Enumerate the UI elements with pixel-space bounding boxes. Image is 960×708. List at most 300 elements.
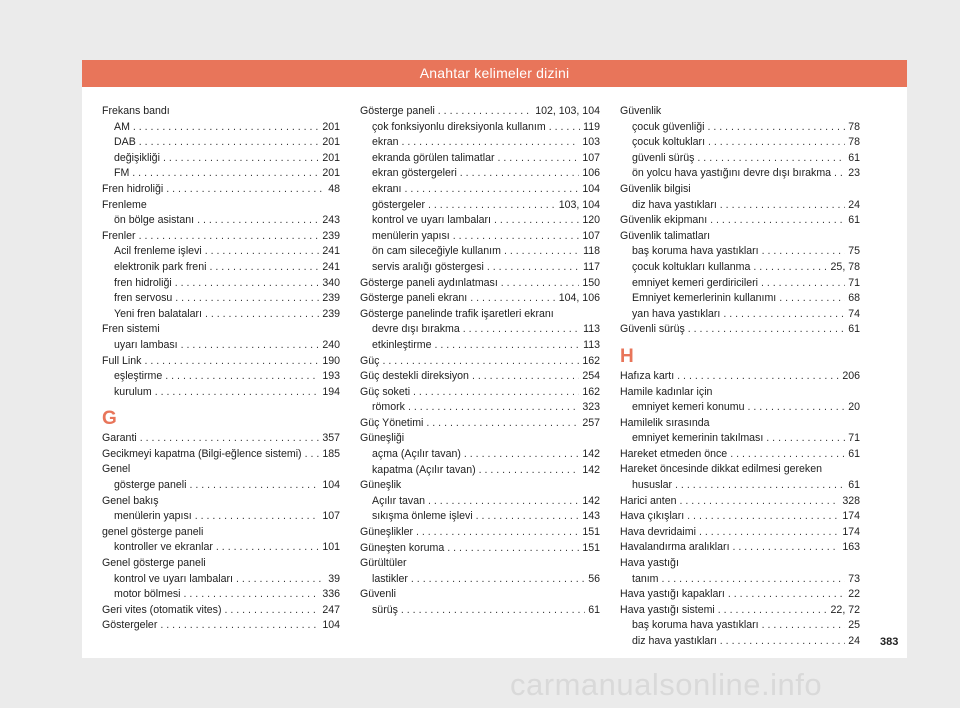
index-entry xyxy=(620,509,860,525)
entry-term: Gösterge paneli aydınlatması xyxy=(360,276,498,289)
entry-page-ref: 39 xyxy=(328,572,340,585)
dot-leader xyxy=(181,338,320,354)
entry-page-ref: 104 xyxy=(322,479,340,492)
entry-page-ref: 75 xyxy=(848,245,860,258)
index-subentry xyxy=(102,307,340,323)
entry-term: ekran göstergeleri xyxy=(372,167,457,180)
entry-term: AM xyxy=(114,120,130,133)
dot-leader xyxy=(305,447,320,463)
entry-page-ref: 25 xyxy=(848,619,860,632)
entry-term: ön yolcu hava yastığını devre dışı bırakma xyxy=(632,167,832,180)
index-entry xyxy=(102,182,340,198)
entry-term: ekranda görülen talimatlar xyxy=(372,151,495,164)
index-subentry xyxy=(620,166,860,182)
dot-leader xyxy=(766,431,845,447)
dot-leader xyxy=(662,572,846,588)
entry-page-ref: 257 xyxy=(582,416,600,429)
dot-leader xyxy=(494,213,579,229)
index-subentry xyxy=(620,400,860,416)
entry-page-ref: 78 xyxy=(848,120,860,133)
entry-page-ref: 71 xyxy=(848,276,860,289)
index-entry xyxy=(360,307,600,323)
index-subentry xyxy=(620,634,860,650)
index-entry xyxy=(620,369,860,385)
index-entry xyxy=(102,229,340,245)
entry-page-ref: 142 xyxy=(582,463,600,476)
index-entry xyxy=(620,213,860,229)
entry-term: ön cam sileceğiyle kullanım xyxy=(372,245,501,258)
entry-page-ref: 357 xyxy=(322,432,340,445)
index-subentry xyxy=(102,509,340,525)
dot-leader xyxy=(428,494,579,510)
entry-page-ref: 102, 103, 104 xyxy=(535,105,600,117)
index-subentry xyxy=(360,463,600,479)
dot-leader xyxy=(487,260,580,276)
entry-term: Açılır tavan xyxy=(372,494,425,507)
dot-leader xyxy=(464,447,579,463)
entry-page-ref: 162 xyxy=(582,354,600,367)
dot-leader xyxy=(680,494,840,510)
dot-leader xyxy=(728,587,845,603)
entry-page-ref: 239 xyxy=(322,292,340,305)
index-subentry xyxy=(102,260,340,276)
entry-term: çocuk güvenliği xyxy=(632,120,705,133)
entry-page-ref: 151 xyxy=(582,541,600,554)
entry-page-ref: 104 xyxy=(582,182,600,195)
index-entry xyxy=(360,354,600,370)
index-subentry xyxy=(360,603,600,619)
dot-leader xyxy=(720,198,845,214)
dot-leader xyxy=(428,198,556,214)
page-number: 383 xyxy=(880,636,899,648)
entry-term: gösterge paneli xyxy=(114,479,187,492)
entry-term: genel gösterge paneli xyxy=(102,525,204,538)
index-entry xyxy=(102,556,340,572)
entry-page-ref: 56 xyxy=(588,572,600,585)
entry-term: baş koruma hava yastıkları xyxy=(632,245,759,258)
entry-term: Gecikmeyi kapatma (Bilgi-eğlence sistemi) xyxy=(102,447,302,460)
entry-term: Güç soketi xyxy=(360,385,411,398)
dot-leader xyxy=(463,322,580,338)
index-subentry xyxy=(360,400,600,416)
index-column-2 xyxy=(360,104,600,619)
entry-page-ref: 103, 104 xyxy=(558,198,600,211)
index-subentry xyxy=(620,618,860,634)
entry-term: Acil frenleme işlevi xyxy=(114,245,202,258)
dot-leader xyxy=(189,478,319,494)
entry-term: emniyet kemeri konumu xyxy=(632,401,745,414)
index-subentry xyxy=(620,260,860,276)
index-subentry xyxy=(102,291,340,307)
entry-page-ref: 113 xyxy=(583,323,600,336)
entry-term: Emniyet kemerlerinin kullanımı xyxy=(632,292,777,305)
entry-term: Genel gösterge paneli xyxy=(102,557,206,570)
index-entry xyxy=(360,478,600,494)
dot-leader xyxy=(184,587,320,603)
dot-leader xyxy=(699,525,839,541)
entry-page-ref: 25, 78 xyxy=(830,260,860,273)
index-subentry xyxy=(360,151,600,167)
index-subentry xyxy=(360,120,600,136)
index-subentry xyxy=(360,572,600,588)
index-entry xyxy=(102,431,340,447)
index-subentry xyxy=(620,276,860,292)
entry-page-ref: 61 xyxy=(588,604,600,616)
entry-page-ref: 117 xyxy=(583,260,600,273)
entry-term: eşleştirme xyxy=(114,370,163,383)
entry-term: Geri vites (otomatik vites) xyxy=(102,603,222,616)
entry-term: yan hava yastıkları xyxy=(632,307,721,320)
entry-page-ref: 24 xyxy=(848,635,860,647)
dot-leader xyxy=(402,135,580,151)
dot-leader xyxy=(733,540,840,556)
index-subentry xyxy=(102,572,340,588)
index-entry xyxy=(360,385,600,401)
entry-page-ref: 22 xyxy=(848,588,860,601)
entry-term: kurulum xyxy=(114,385,152,398)
entry-term: baş koruma hava yastıkları xyxy=(632,619,759,632)
index-entry xyxy=(360,291,600,307)
entry-page-ref: 150 xyxy=(582,276,600,289)
entry-term: Güç destekli direksiyon xyxy=(360,370,469,383)
dot-leader xyxy=(675,478,845,494)
entry-page-ref: 74 xyxy=(848,307,860,320)
entry-page-ref: 61 xyxy=(848,323,860,336)
dot-leader xyxy=(216,540,319,556)
index-entry xyxy=(620,447,860,463)
entry-page-ref: 328 xyxy=(842,494,860,507)
entry-term: Güvenlik xyxy=(620,105,662,117)
index-entry xyxy=(360,556,600,572)
entry-page-ref: 107 xyxy=(322,510,340,523)
entry-term: uyarı lambası xyxy=(114,338,178,351)
entry-page-ref: 163 xyxy=(842,541,860,554)
index-entry xyxy=(620,229,860,245)
entry-page-ref: 201 xyxy=(322,136,340,149)
dot-leader xyxy=(434,338,580,354)
dot-leader xyxy=(236,572,325,588)
dot-leader xyxy=(133,120,319,136)
dot-leader xyxy=(762,244,846,260)
entry-page-ref: 243 xyxy=(322,214,340,227)
dot-leader xyxy=(498,151,580,167)
entry-page-ref: 201 xyxy=(322,120,340,133)
entry-page-ref: 194 xyxy=(322,385,340,398)
dot-leader xyxy=(476,509,580,525)
entry-page-ref: 104, 106 xyxy=(558,292,600,305)
index-subentry xyxy=(620,478,860,494)
entry-page-ref: 48 xyxy=(328,182,340,195)
entry-term: çocuk koltukları xyxy=(632,136,706,149)
index-entry xyxy=(620,494,860,510)
entry-term: menülerin yapısı xyxy=(372,229,450,242)
index-subentry xyxy=(620,307,860,323)
entry-term: Hava yastığı kapakları xyxy=(620,588,725,601)
entry-page-ref: 174 xyxy=(842,525,860,538)
entry-page-ref: 206 xyxy=(842,369,860,382)
dot-leader xyxy=(453,229,580,245)
entry-page-ref: 143 xyxy=(582,510,600,523)
entry-term: Fren hidroliği xyxy=(102,182,164,195)
dot-leader xyxy=(144,354,319,370)
entry-page-ref: 20 xyxy=(848,401,860,414)
entry-page-ref: 120 xyxy=(582,214,600,227)
index-entry xyxy=(102,494,340,510)
index-subentry xyxy=(360,166,600,182)
entry-term: Frenler xyxy=(102,229,136,242)
entry-term: güvenli sürüş xyxy=(632,151,695,164)
index-subentry xyxy=(102,540,340,556)
dot-leader xyxy=(687,509,839,525)
index-subentry xyxy=(360,447,600,463)
entry-page-ref: 68 xyxy=(848,292,860,305)
index-subentry xyxy=(360,509,600,525)
index-column-1 xyxy=(102,104,340,634)
entry-term: Güvenli xyxy=(360,588,396,601)
entry-term: diz hava yastıkları xyxy=(632,635,717,647)
index-entry xyxy=(360,276,600,292)
index-subentry xyxy=(102,276,340,292)
entry-term: devre dışı bırakma xyxy=(372,323,460,336)
entry-term: ön bölge asistanı xyxy=(114,214,195,227)
section-letter: H xyxy=(620,345,634,367)
index-entry xyxy=(102,525,340,541)
index-subentry xyxy=(360,213,600,229)
index-subentry xyxy=(620,431,860,447)
entry-term: Gösterge paneli xyxy=(360,105,435,117)
entry-page-ref: 201 xyxy=(322,167,340,180)
entry-page-ref: 107 xyxy=(582,229,600,242)
entry-term: sürüş xyxy=(372,604,398,616)
dot-leader xyxy=(504,244,580,260)
index-entry xyxy=(102,462,340,478)
index-subentry xyxy=(360,198,600,214)
index-entry xyxy=(620,182,860,198)
entry-term: kapatma (Açılır tavan) xyxy=(372,463,476,476)
entry-page-ref: 119 xyxy=(583,120,600,133)
page-title: Anahtar kelimeler dizini xyxy=(82,60,907,87)
index-entry xyxy=(360,369,600,385)
dot-leader xyxy=(404,182,579,198)
entry-term: ekranı xyxy=(372,182,402,195)
entry-term: Hafıza kartı xyxy=(620,369,675,382)
index-subentry xyxy=(102,166,340,182)
index-entry xyxy=(102,618,340,634)
index-subentry xyxy=(102,338,340,354)
entry-page-ref: 78 xyxy=(848,136,860,149)
entry-term: Gürültüler xyxy=(360,557,407,570)
entry-page-ref: 106 xyxy=(582,167,600,180)
entry-term: FM xyxy=(114,167,130,180)
index-entry xyxy=(620,587,860,603)
index-entry xyxy=(620,462,860,478)
entry-term: elektronik park freni xyxy=(114,260,207,273)
index-entry xyxy=(102,603,340,619)
watermark: carmanualsonline.info xyxy=(510,667,823,702)
entry-page-ref: 142 xyxy=(582,494,600,507)
entry-page-ref: 174 xyxy=(842,510,860,523)
entry-page-ref: 247 xyxy=(322,603,340,616)
dot-leader xyxy=(139,229,320,245)
dot-leader xyxy=(753,260,827,276)
index-entry xyxy=(102,104,340,120)
index-subentry xyxy=(620,244,860,260)
dot-leader xyxy=(155,385,320,401)
index-entry xyxy=(360,416,600,432)
entry-page-ref: 239 xyxy=(322,307,340,320)
entry-term: Genel bakış xyxy=(102,494,159,507)
dot-leader xyxy=(447,541,579,557)
dot-leader xyxy=(205,307,319,323)
index-subentry xyxy=(102,478,340,494)
entry-term: Hava yastığı sistemi xyxy=(620,603,715,616)
entry-term: Güç xyxy=(360,354,380,367)
dot-leader xyxy=(416,525,579,541)
dot-leader xyxy=(677,369,839,385)
index-entry xyxy=(360,104,600,120)
entry-page-ref: 336 xyxy=(322,588,340,601)
entry-term: Göstergeler xyxy=(102,619,158,632)
dot-leader xyxy=(710,213,845,229)
dot-leader xyxy=(139,135,320,151)
entry-term: Güneşlikler xyxy=(360,526,413,539)
entry-term: diz hava yastıkları xyxy=(632,198,717,211)
entry-page-ref: 22, 72 xyxy=(830,603,860,616)
dot-leader xyxy=(426,416,579,432)
entry-term: tanım xyxy=(632,572,659,585)
entry-page-ref: 201 xyxy=(322,151,340,164)
entry-term: kontrol ve uyarı lambaları xyxy=(372,214,491,227)
index-entry xyxy=(102,354,340,370)
entry-term: değişikliği xyxy=(114,151,160,164)
index-entry xyxy=(102,322,340,338)
dot-leader xyxy=(479,463,580,479)
entry-term: menülerin yapısı xyxy=(114,510,192,523)
entry-term: fren servosu xyxy=(114,292,173,305)
dot-leader xyxy=(501,276,580,292)
index-subentry xyxy=(360,338,600,354)
entry-term: Frekans bandı xyxy=(102,105,170,117)
entry-page-ref: 61 xyxy=(848,214,860,227)
entry-term: ekran xyxy=(372,136,399,149)
entry-term: lastikler xyxy=(372,572,408,585)
entry-term: Garanti xyxy=(102,432,137,445)
entry-term: Hava çıkışları xyxy=(620,510,685,523)
entry-term: fren hidroliği xyxy=(114,276,172,289)
index-subentry xyxy=(102,369,340,385)
entry-term: Hamile kadınlar için xyxy=(620,385,713,398)
entry-term: Harici anten xyxy=(620,494,677,507)
index-column-3 xyxy=(620,104,860,650)
index-subentry xyxy=(102,244,340,260)
index-entry xyxy=(620,385,860,401)
index-subentry xyxy=(102,151,340,167)
dot-leader xyxy=(707,120,845,136)
entry-page-ref: 323 xyxy=(582,401,600,414)
dot-leader xyxy=(720,634,845,650)
entry-term: emniyet kemerinin takılması xyxy=(632,432,764,445)
entry-term: Frenleme xyxy=(102,198,147,211)
entry-term: Güneşten koruma xyxy=(360,541,445,554)
entry-page-ref: 118 xyxy=(583,245,600,258)
entry-term: Hava yastığı xyxy=(620,557,679,570)
dot-leader xyxy=(175,276,320,292)
index-entry xyxy=(360,587,600,603)
dot-leader xyxy=(205,244,320,260)
index-entry xyxy=(620,540,860,556)
entry-term: Güvenli sürüş xyxy=(620,323,685,336)
dot-leader xyxy=(195,509,320,525)
index-subentry xyxy=(102,385,340,401)
dot-leader xyxy=(225,603,320,619)
entry-term: Fren sistemi xyxy=(102,323,160,336)
entry-term: Güç Yönetimi xyxy=(360,416,424,429)
entry-term: çok fonksiyonlu direksiyonla kullanım xyxy=(372,120,546,133)
index-subentry xyxy=(360,135,600,151)
index-subentry xyxy=(620,291,860,307)
entry-page-ref: 61 xyxy=(848,151,860,164)
entry-term: servis aralığı göstergesi xyxy=(372,260,484,273)
entry-page-ref: 61 xyxy=(848,447,860,460)
entry-page-ref: 61 xyxy=(848,479,860,492)
entry-page-ref: 71 xyxy=(848,432,860,445)
dot-leader xyxy=(834,166,845,182)
dot-leader xyxy=(165,369,319,385)
entry-term: Hareket öncesinde dikkat edilmesi gereken xyxy=(620,463,822,476)
index-subentry xyxy=(360,260,600,276)
entry-term: Güneşlik xyxy=(360,479,402,492)
entry-term: Hava devridaimi xyxy=(620,525,696,538)
dot-leader xyxy=(730,447,845,463)
entry-term: sıkışma önleme işlevi xyxy=(372,510,473,523)
entry-page-ref: 240 xyxy=(322,338,340,351)
entry-page-ref: 162 xyxy=(582,385,600,398)
entry-page-ref: 239 xyxy=(322,229,340,242)
dot-leader xyxy=(688,322,845,338)
entry-page-ref: 151 xyxy=(582,526,600,539)
index-subentry xyxy=(360,244,600,260)
entry-term: Güvenlik bilgisi xyxy=(620,182,691,195)
dot-leader xyxy=(761,276,845,292)
index-subentry xyxy=(360,182,600,198)
dot-leader xyxy=(209,260,319,276)
index-subentry xyxy=(360,229,600,245)
entry-term: hususlar xyxy=(632,479,673,492)
entry-page-ref: 103 xyxy=(582,136,600,149)
index-subentry xyxy=(102,213,340,229)
entry-term: motor bölmesi xyxy=(114,588,181,601)
entry-page-ref: 254 xyxy=(582,370,600,383)
entry-page-ref: 142 xyxy=(582,448,600,461)
dot-leader xyxy=(549,120,580,136)
entry-term: Güneşliği xyxy=(360,432,405,445)
entry-page-ref: 73 xyxy=(848,572,860,585)
entry-page-ref: 193 xyxy=(322,370,340,383)
index-entry xyxy=(360,525,600,541)
entry-term: Full Link xyxy=(102,354,142,367)
index-subentry xyxy=(102,120,340,136)
index-entry xyxy=(102,198,340,214)
entry-term: etkinleştirme xyxy=(372,338,432,351)
dot-leader xyxy=(470,291,556,307)
dot-leader xyxy=(401,603,585,619)
dot-leader xyxy=(175,291,319,307)
entry-term: Güvenlik ekipmanı xyxy=(620,214,708,227)
entry-page-ref: 190 xyxy=(322,354,340,367)
entry-page-ref: 24 xyxy=(848,198,860,211)
entry-term: kontrol ve uyarı lambaları xyxy=(114,572,233,585)
index-subentry xyxy=(620,572,860,588)
